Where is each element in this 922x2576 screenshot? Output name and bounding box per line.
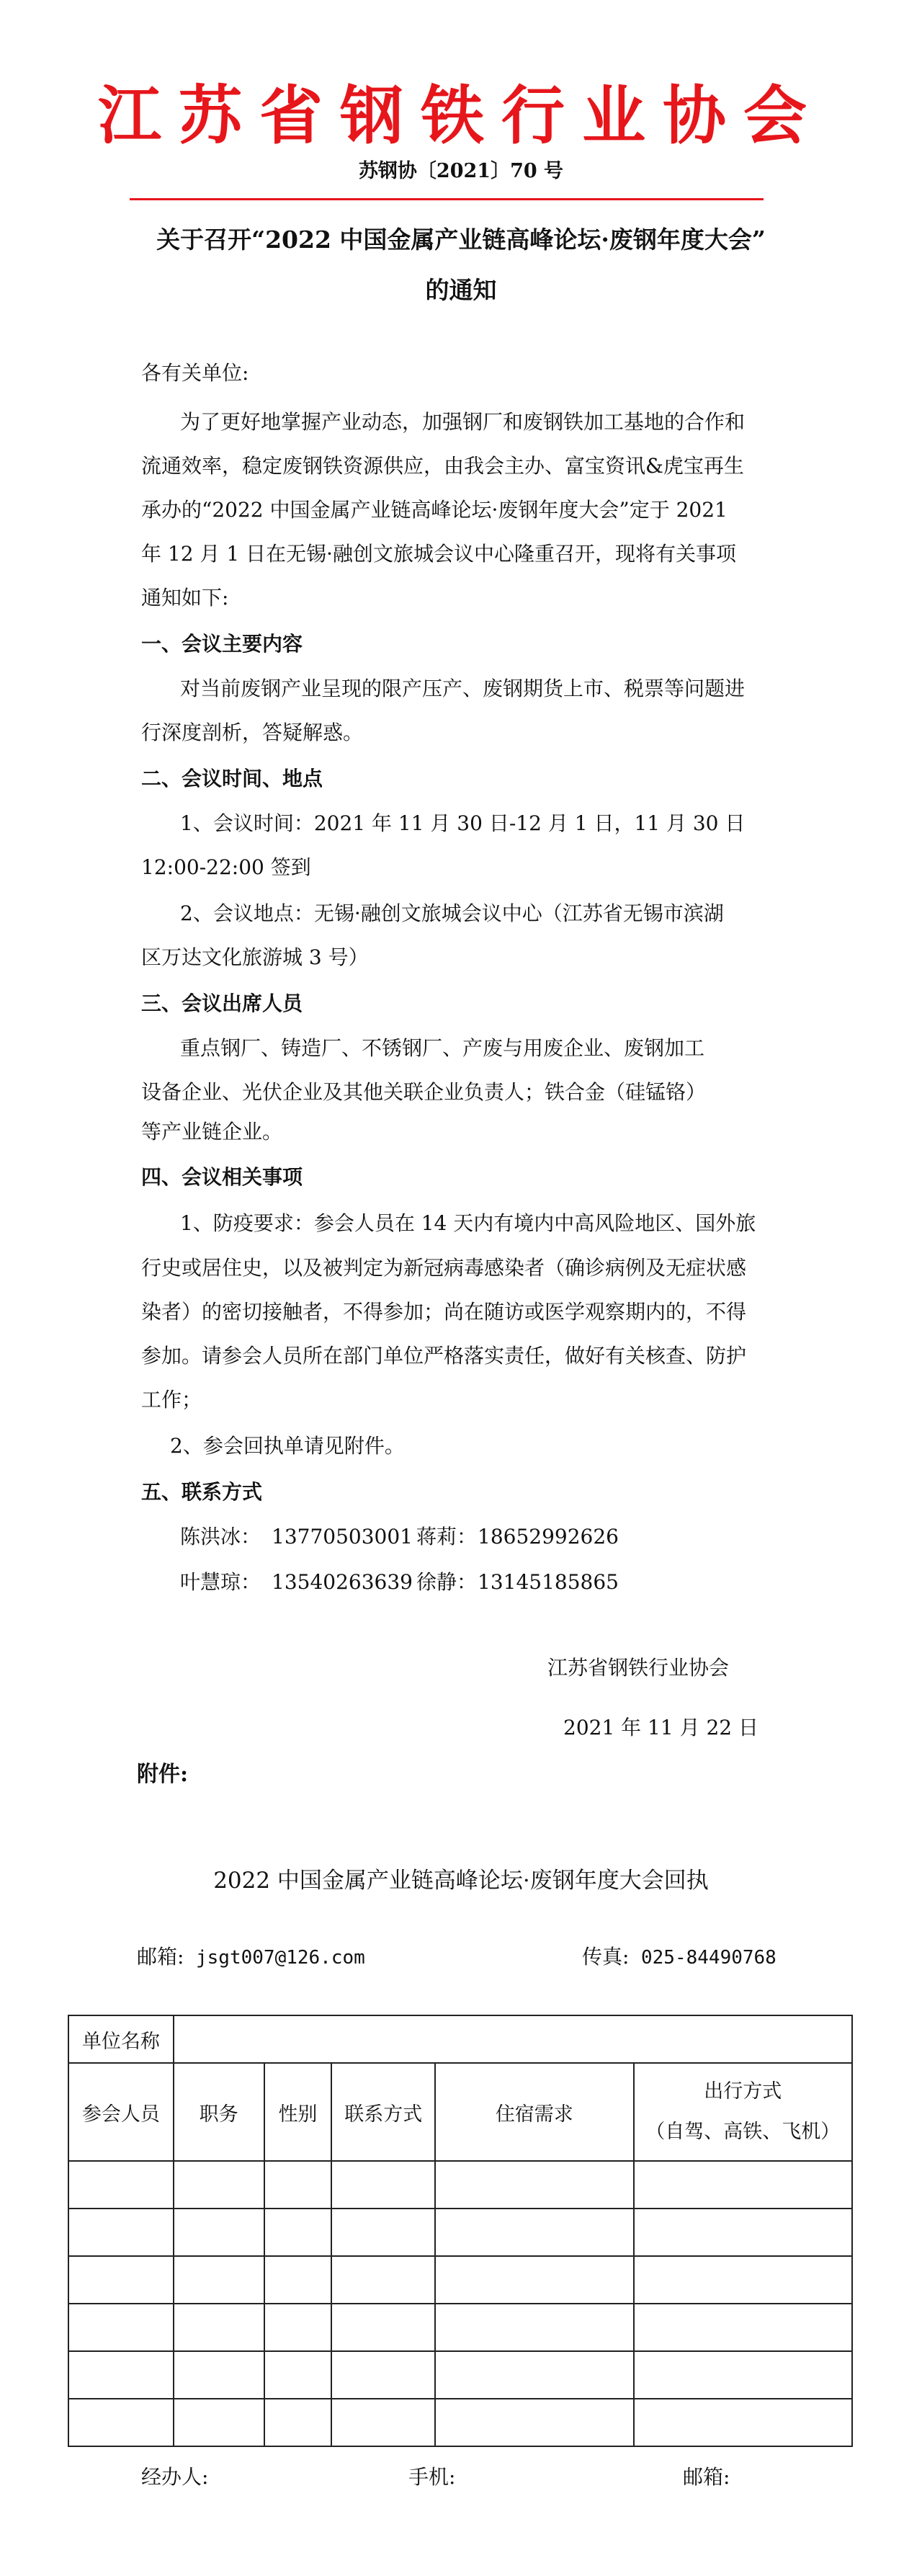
epidemic-line: 参加。请参会人员所在部门单位严格落实责任，做好有关核查、防护: [141, 1344, 747, 1368]
contact-phone: 13540263639: [272, 1570, 413, 1594]
receipt-email-label: 邮箱:: [137, 1945, 184, 1969]
table-cell[interactable]: [68, 2351, 174, 2399]
unit-name-input[interactable]: [174, 2015, 852, 2063]
intro-line: 流通效率，稳定废钢铁资源供应，由我会主办、富宝资讯&虎宝再生: [141, 454, 744, 478]
contact-name: 陈洪冰：: [180, 1525, 261, 1548]
section-heading-time-place: 二、会议时间、地点: [141, 767, 323, 790]
meeting-place-cont: 区万达文化旅游城 3 号）: [141, 945, 369, 969]
notice-subject-line2: 的通知: [425, 276, 497, 304]
receipt-note: 2、参会回执单请见附件。: [170, 1434, 405, 1458]
signature-org: 江苏省钢铁行业协会: [547, 1656, 730, 1680]
table-cell[interactable]: [331, 2351, 435, 2399]
receipt-fax-label: 传真:: [582, 1945, 630, 1969]
section-line: 对当前废钢产业呈现的限产压产、废钢期货上市、税票等问题进: [180, 677, 746, 700]
table-cell[interactable]: [331, 2256, 435, 2304]
red-divider: [130, 198, 764, 200]
table-cell[interactable]: [331, 2161, 435, 2209]
col-header-attendee: 参会人员: [68, 2063, 174, 2161]
footer-handler-label: 经办人:: [141, 2465, 209, 2489]
col-header-gender: 性别: [264, 2063, 332, 2161]
table-row: [68, 2161, 852, 2209]
table-row: [68, 2399, 852, 2446]
table-cell[interactable]: [174, 2209, 264, 2256]
epidemic-line: 1、防疫要求：参会人员在 14 天内有境内中高风险地区、国外旅: [180, 1211, 756, 1235]
table-row: [68, 2209, 852, 2256]
section-heading-contacts: 五、联系方式: [141, 1480, 263, 1504]
table-cell[interactable]: [634, 2209, 852, 2256]
table-cell[interactable]: [264, 2161, 332, 2209]
meeting-time-cont: 12:00-22:00 签到: [141, 855, 311, 879]
epidemic-line: 工作；: [141, 1388, 202, 1412]
intro-line: 为了更好地掌握产业动态，加强钢厂和废钢铁加工基地的合作和: [180, 410, 746, 434]
intro-line: 承办的“2022 中国金属产业链高峰论坛·废钢年度大会”定于 2021: [141, 498, 728, 522]
table-cell[interactable]: [264, 2209, 332, 2256]
table-row: [68, 2304, 852, 2351]
table-cell[interactable]: [435, 2351, 633, 2399]
section-heading-attendees: 三、会议出席人员: [141, 991, 303, 1015]
section-line: 设备企业、光伏企业及其他关联企业负责人；铁合金（硅锰铬）: [141, 1080, 707, 1104]
table-cell[interactable]: [264, 2256, 332, 2304]
contact-phone: 13770503001: [272, 1525, 413, 1548]
intro-line: 年 12 月 1 日在无锡·融创文旅城会议中心隆重召开，现将有关事项: [141, 542, 736, 566]
table-cell[interactable]: [264, 2304, 332, 2351]
unit-name-label: 单位名称: [68, 2015, 174, 2063]
table-cell[interactable]: [331, 2399, 435, 2446]
salutation: 各有关单位:: [141, 361, 249, 385]
meeting-time: 1、会议时间：2021 年 11 月 30 日-12 月 1 日，11 月 30 日: [180, 811, 746, 835]
col-header-contact: 联系方式: [331, 2063, 435, 2161]
col-header-accommodation: 住宿需求: [435, 2063, 633, 2161]
receipt-fax-value: 025-84490768: [641, 1947, 776, 1969]
table-cell[interactable]: [68, 2304, 174, 2351]
contact-name: 徐静：: [416, 1570, 478, 1594]
receipt-form-table: [68, 2015, 853, 2447]
table-cell[interactable]: [174, 2399, 264, 2446]
table-cell[interactable]: [174, 2161, 264, 2209]
section-heading-content: 一、会议主要内容: [141, 632, 303, 656]
table-cell[interactable]: [264, 2351, 332, 2399]
section-line: 重点钢厂、铸造厂、不锈钢厂、产废与用废企业、废钢加工: [180, 1036, 705, 1060]
table-row: [68, 2351, 852, 2399]
table-cell[interactable]: [435, 2304, 633, 2351]
table-cell[interactable]: [68, 2399, 174, 2446]
footer-mobile-label: 手机:: [408, 2465, 456, 2489]
table-cell[interactable]: [634, 2399, 852, 2446]
travel-header-label: 出行方式: [704, 2080, 782, 2103]
table-cell[interactable]: [435, 2256, 633, 2304]
receipt-title: 2022 中国金属产业链高峰论坛·废钢年度大会回执: [213, 1868, 709, 1894]
org-title: 江苏省钢铁行业协会: [97, 78, 824, 153]
table-cell[interactable]: [174, 2304, 264, 2351]
col-header-travel: [634, 2063, 852, 2161]
table-cell[interactable]: [174, 2351, 264, 2399]
section-line: 行深度剖析，答疑解惑。: [141, 721, 364, 744]
intro-line: 通知如下:: [141, 586, 229, 610]
contact-phone: 13145185865: [478, 1570, 619, 1594]
section-heading-matters: 四、会议相关事项: [141, 1165, 303, 1189]
table-cell[interactable]: [68, 2256, 174, 2304]
travel-header-options: （自驾、高铁、飞机）: [645, 2121, 841, 2143]
notice-subject-line1: 关于召开“2022 中国金属产业链高峰论坛·废钢年度大会”: [156, 226, 766, 254]
table-cell[interactable]: [634, 2161, 852, 2209]
receipt-email-value: jsgt007@126.com: [196, 1947, 365, 1969]
epidemic-line: 行史或居住史，以及被判定为新冠病毒感染者（确诊病例及无症状感: [141, 1256, 747, 1280]
table-cell[interactable]: [331, 2304, 435, 2351]
epidemic-line: 染者）的密切接触者，不得参加；尚在随访或医学观察期内的，不得: [141, 1300, 747, 1324]
table-cell[interactable]: [68, 2209, 174, 2256]
table-cell[interactable]: [174, 2256, 264, 2304]
table-cell[interactable]: [331, 2209, 435, 2256]
doc-number: 苏钢协〔2021〕70 号: [358, 160, 564, 182]
meeting-place: 2、会议地点：无锡·融创文旅城会议中心（江苏省无锡市滨湖: [180, 901, 724, 925]
table-row: [68, 2256, 852, 2304]
signature-date: 2021 年 11 月 22 日: [563, 1716, 759, 1739]
contact-phone: 18652992626: [478, 1525, 619, 1548]
table-cell[interactable]: [634, 2304, 852, 2351]
table-cell[interactable]: [68, 2161, 174, 2209]
contact-name: 蒋莉：: [416, 1525, 478, 1548]
table-cell[interactable]: [264, 2399, 332, 2446]
contact-name: 叶慧琼：: [180, 1570, 261, 1594]
table-cell[interactable]: [634, 2256, 852, 2304]
table-cell[interactable]: [435, 2209, 633, 2256]
table-cell[interactable]: [634, 2351, 852, 2399]
section-line: 等产业链企业。: [141, 1120, 283, 1144]
col-header-position: 职务: [174, 2063, 264, 2161]
table-cell[interactable]: [435, 2161, 633, 2209]
attachment-label: 附件:: [137, 1762, 189, 1787]
footer-email-label: 邮箱:: [683, 2465, 730, 2489]
table-cell[interactable]: [435, 2399, 633, 2446]
